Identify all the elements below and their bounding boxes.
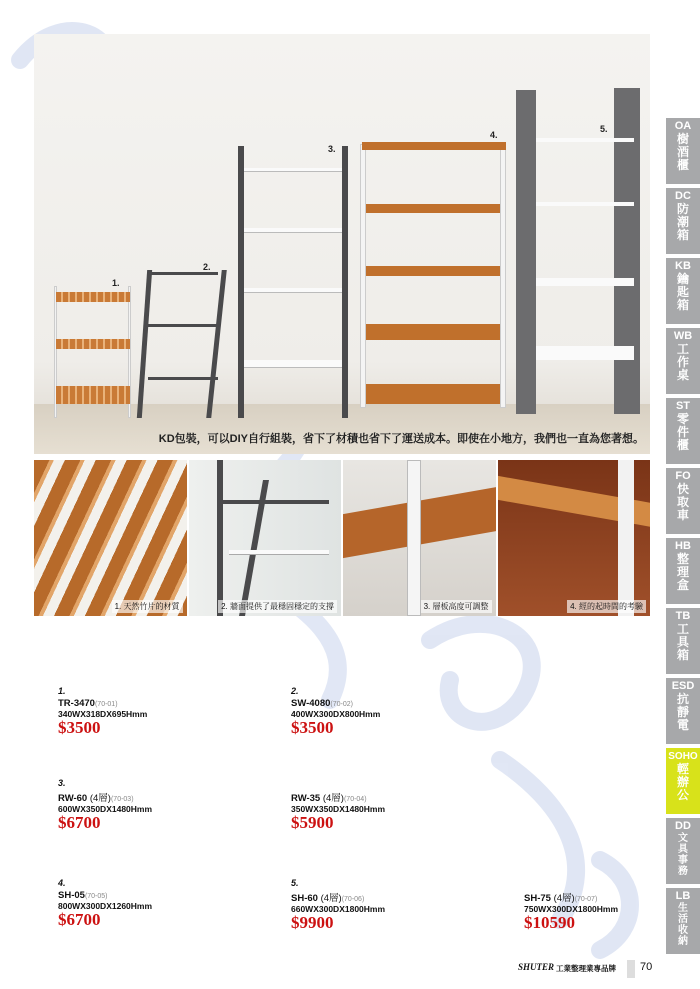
tab-dc[interactable]	[666, 188, 700, 254]
product-number: 3.	[58, 778, 66, 788]
tab-esd[interactable]	[666, 678, 700, 744]
product-model: SH-60	[291, 893, 318, 904]
detail-photo-durable	[498, 460, 651, 616]
tab-label: 零件櫃	[676, 412, 689, 452]
product-rw-35	[291, 778, 491, 832]
tab-soho[interactable]	[666, 748, 700, 814]
tab-label: 樹酒櫃	[676, 132, 689, 172]
product-dims: 600WX350DX1480Hmm	[58, 804, 153, 814]
tab-label: 整理盒	[676, 552, 689, 592]
product-tr-3470	[58, 686, 258, 737]
tab-lb[interactable]	[666, 888, 700, 954]
product-dims: 400WX300DX800Hmm	[291, 709, 381, 719]
tab-label: 工具箱	[676, 622, 689, 662]
detail-caption-4: 4. 經的起時間的考驗	[567, 600, 646, 613]
tab-code: KB	[675, 260, 691, 272]
detail-photo-adjustable	[343, 460, 496, 616]
product-model: SW-4080	[291, 698, 331, 709]
product-dims: 750WX300DX1800Hmm	[524, 904, 619, 914]
page-number: 70	[640, 961, 653, 973]
tab-wb[interactable]	[666, 328, 700, 394]
product-number: 5.	[291, 878, 299, 888]
product-code: (70-05)	[84, 893, 108, 900]
footer-divider	[627, 960, 635, 978]
tab-label: 鑰匙箱	[676, 272, 689, 312]
product-code: (70-07)	[574, 896, 598, 903]
hero-caption: KD包裝，可以DIY自行組裝，省下了材積也省下了運送成本。即使在小地方，我們也一直為您著想。	[158, 433, 644, 445]
footer	[500, 960, 660, 976]
tab-label: 生活收納	[678, 903, 688, 947]
tab-label: 快取車	[676, 482, 689, 522]
product-code: (70-04)	[343, 796, 367, 803]
tab-st[interactable]	[666, 398, 700, 464]
product-price: $10590	[524, 913, 575, 932]
tab-code: TB	[675, 610, 691, 622]
product-price: $6700	[58, 910, 101, 929]
product-dims: 350WX350DX1480Hmm	[291, 804, 386, 814]
product-number: 2.	[291, 686, 299, 696]
product-model: RW-60	[58, 793, 88, 804]
product-price: $9900	[291, 913, 334, 932]
category-tabs	[666, 118, 700, 958]
product-model: SH-05	[58, 890, 85, 901]
tab-hb[interactable]	[666, 538, 700, 604]
brand-tagline: 工業整理業專品牌	[556, 964, 616, 973]
product-sw-4080	[291, 686, 491, 737]
tab-fo[interactable]	[666, 468, 700, 534]
product-code: (70-01)	[94, 701, 118, 708]
product-model: SH-75	[524, 893, 551, 904]
product-price: $3500	[291, 718, 334, 737]
tab-code: OA	[674, 120, 692, 132]
tab-code: DC	[675, 190, 691, 202]
detail-photo-support	[189, 460, 342, 616]
hero-number-4: 4.	[490, 130, 498, 140]
detail-caption-2: 2. 牆面提供了最穩固穩定的支撐	[218, 600, 337, 613]
tab-dd[interactable]	[666, 818, 700, 884]
hero-number-2: 2.	[203, 262, 211, 272]
detail-caption-1: 1. 天然竹片的材質	[112, 600, 183, 613]
product-price: $6700	[58, 813, 101, 832]
product-extra: (4層)	[89, 793, 111, 804]
detail-photo-bamboo	[34, 460, 187, 616]
product-extra: (4層)	[322, 793, 344, 804]
hero-photo	[34, 34, 650, 454]
product-price: $3500	[58, 718, 101, 737]
product-model: TR-3470	[58, 698, 95, 709]
tab-code: FO	[675, 470, 691, 482]
product-sh-05	[58, 878, 258, 929]
tab-label: 輕辦公	[676, 762, 689, 802]
product-model: RW-35	[291, 793, 321, 804]
product-dims: 800WX300DX1260Hmm	[58, 901, 153, 911]
brand-logo: SHUTER	[518, 962, 555, 972]
tab-code: HB	[675, 540, 691, 552]
tab-label: 文具事務	[678, 833, 688, 877]
detail-caption-3: 3. 層板高度可調整	[421, 600, 492, 613]
tab-code: SOHO	[666, 748, 700, 763]
tab-label: 工作桌	[676, 342, 689, 382]
tab-code: ST	[675, 400, 691, 412]
product-extra: (4層)	[553, 893, 575, 904]
product-number: 4.	[58, 878, 66, 888]
product-dims: 340WX318DX695Hmm	[58, 709, 148, 719]
product-rw-60	[58, 778, 258, 832]
hero-number-5: 5.	[600, 124, 608, 134]
tab-code: DD	[675, 820, 691, 832]
tab-code: WB	[673, 330, 693, 342]
product-extra: (4層)	[320, 893, 342, 904]
product-code: (70-03)	[110, 796, 134, 803]
product-number	[291, 778, 491, 790]
product-price: $5900	[291, 813, 334, 832]
tab-label: 防潮箱	[676, 202, 689, 242]
tab-code: LB	[675, 890, 691, 902]
hero-number-3: 3.	[328, 144, 336, 154]
tab-oa[interactable]	[666, 118, 700, 184]
product-dims: 660WX300DX1800Hmm	[291, 904, 386, 914]
tab-tb[interactable]	[666, 608, 700, 674]
product-code: (70-06)	[341, 896, 365, 903]
detail-photos	[34, 460, 650, 616]
tab-kb[interactable]	[666, 258, 700, 324]
product-sh-60	[291, 878, 491, 932]
tab-code: ESD	[671, 680, 695, 692]
hero-number-1: 1.	[112, 278, 120, 288]
product-number: 1.	[58, 686, 66, 696]
product-code: (70-02)	[330, 701, 353, 708]
tab-label: 抗靜電	[676, 692, 689, 732]
